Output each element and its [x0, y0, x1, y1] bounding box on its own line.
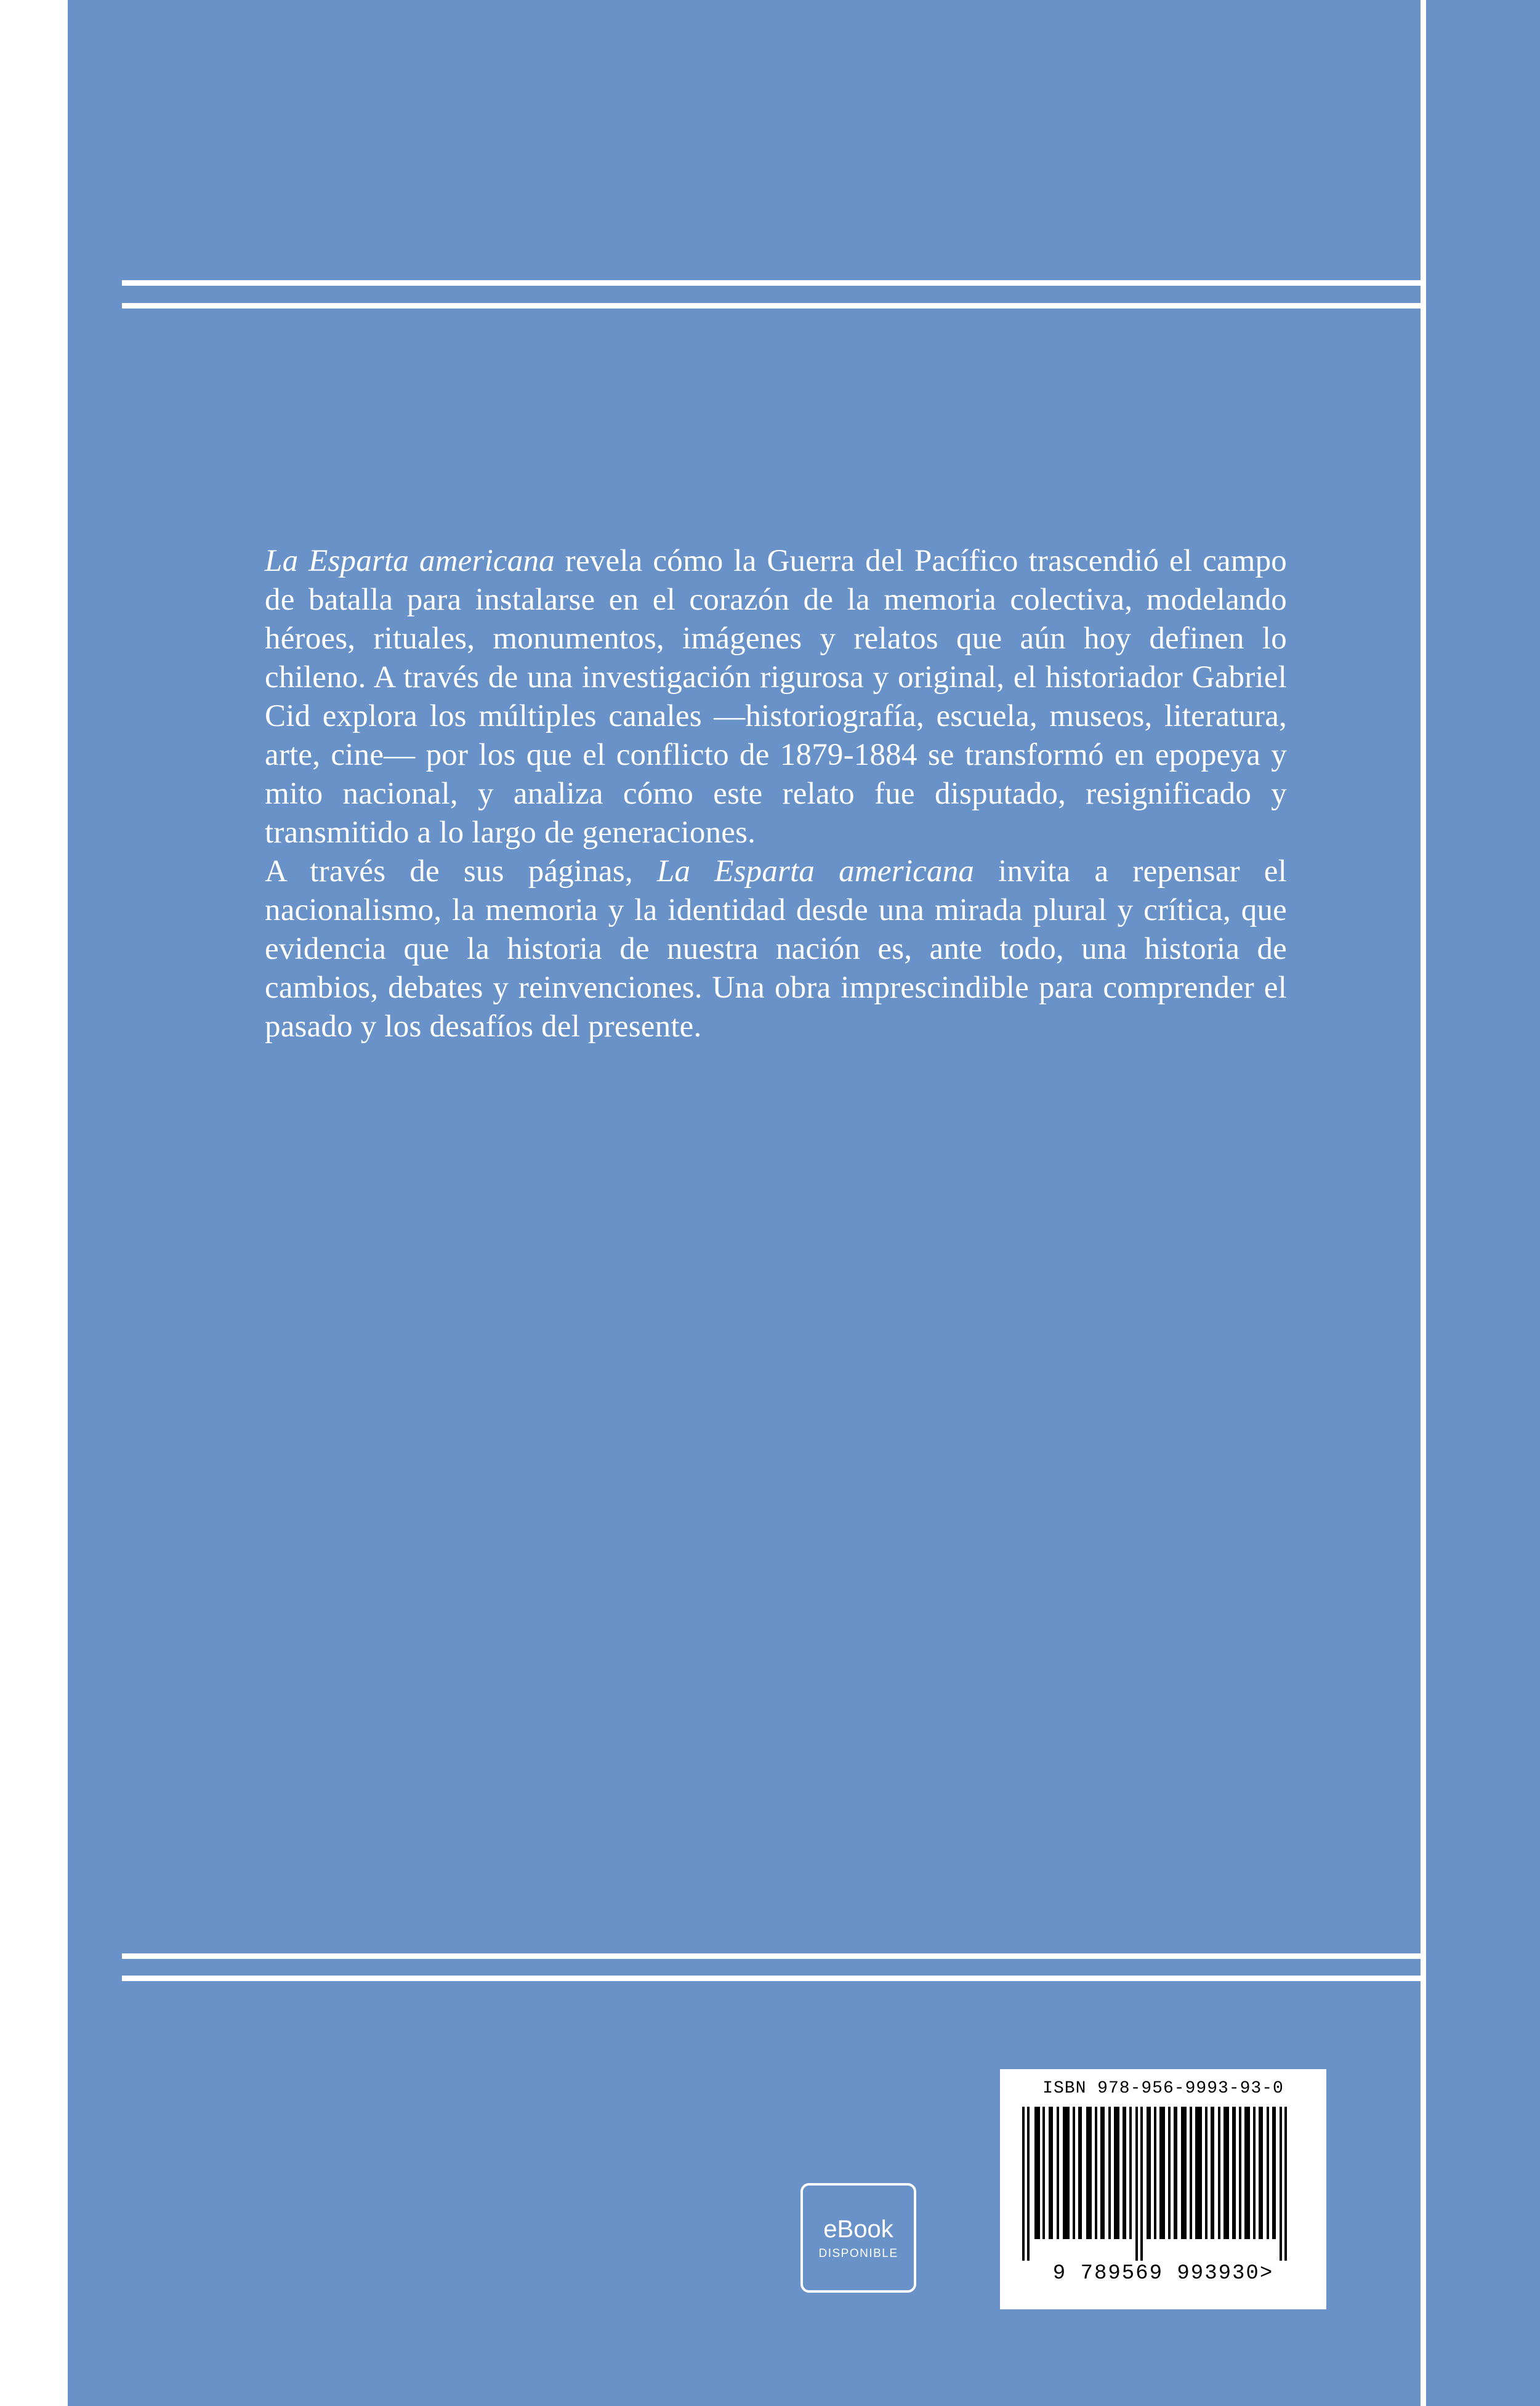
ebook-badge-line2: DISPONIBLE — [818, 2247, 898, 2261]
blurb-paragraph-2-text: invita a repensar el nacionalismo, la memoria y la identidad desde una mirada plural y crítica, que evidencia que la historia de nuestra nación es, ante todo, una historia de cambios, debates y reinvenciones. Una obra imprescindible para comprender el pasado y los desafíos del presente. — [265, 854, 1288, 1044]
barcode-icon — [1018, 2107, 1308, 2261]
barcode-digits — [1053, 2262, 1273, 2285]
spine-blue-band — [68, 0, 122, 2406]
frame-rule-top-inner — [122, 303, 1426, 309]
frame-rule-bottom-inner — [122, 1976, 1426, 1981]
cover-background — [122, 0, 1540, 2406]
blurb-paragraph-2-lead: A través de sus páginas, — [265, 854, 657, 889]
frame-rule-bottom-outer — [122, 1953, 1426, 1959]
blurb-paragraph-1 — [265, 542, 1287, 852]
book-title-italic-2: La Esparta americana — [656, 854, 975, 889]
blurb-paragraph-1-text: revela cómo la Guerra del Pacífico trascendió el campo de batalla para instalarse en el corazón de la memoria colectiva, modelando héroes, rituales, monumentos, imágenes y relatos que aún hoy definen lo chileno. A través de una investigación rigurosa y original, el historiador Gabriel Cid explora los múltiples canales —historiografía, escuela, museos, literatura, arte, cine— por los que el conflicto de 1879-1884 se transformó en epopeya y mito nacional, y analiza cómo este relato fue disputado, resignificado y transmitido a lo largo de generaciones. — [265, 544, 1288, 850]
blurb-paragraph-2 — [265, 852, 1287, 1046]
isbn-label: ISBN 978-956-9993-93-0 — [1042, 2079, 1284, 2098]
frame-rule-right — [1421, 0, 1426, 2406]
isbn-barcode-block — [1000, 2069, 1326, 2309]
barcode-suffix: > — [1259, 2262, 1274, 2285]
ebook-badge-line1: eBook — [823, 2216, 893, 2243]
book-title-italic-1: La Esparta americana — [265, 544, 555, 578]
ebook-available-badge — [800, 2183, 916, 2293]
back-cover-blurb — [265, 542, 1287, 1046]
barcode-number: 9 789569 993930 — [1052, 2262, 1260, 2285]
frame-rule-top-outer — [122, 280, 1426, 286]
